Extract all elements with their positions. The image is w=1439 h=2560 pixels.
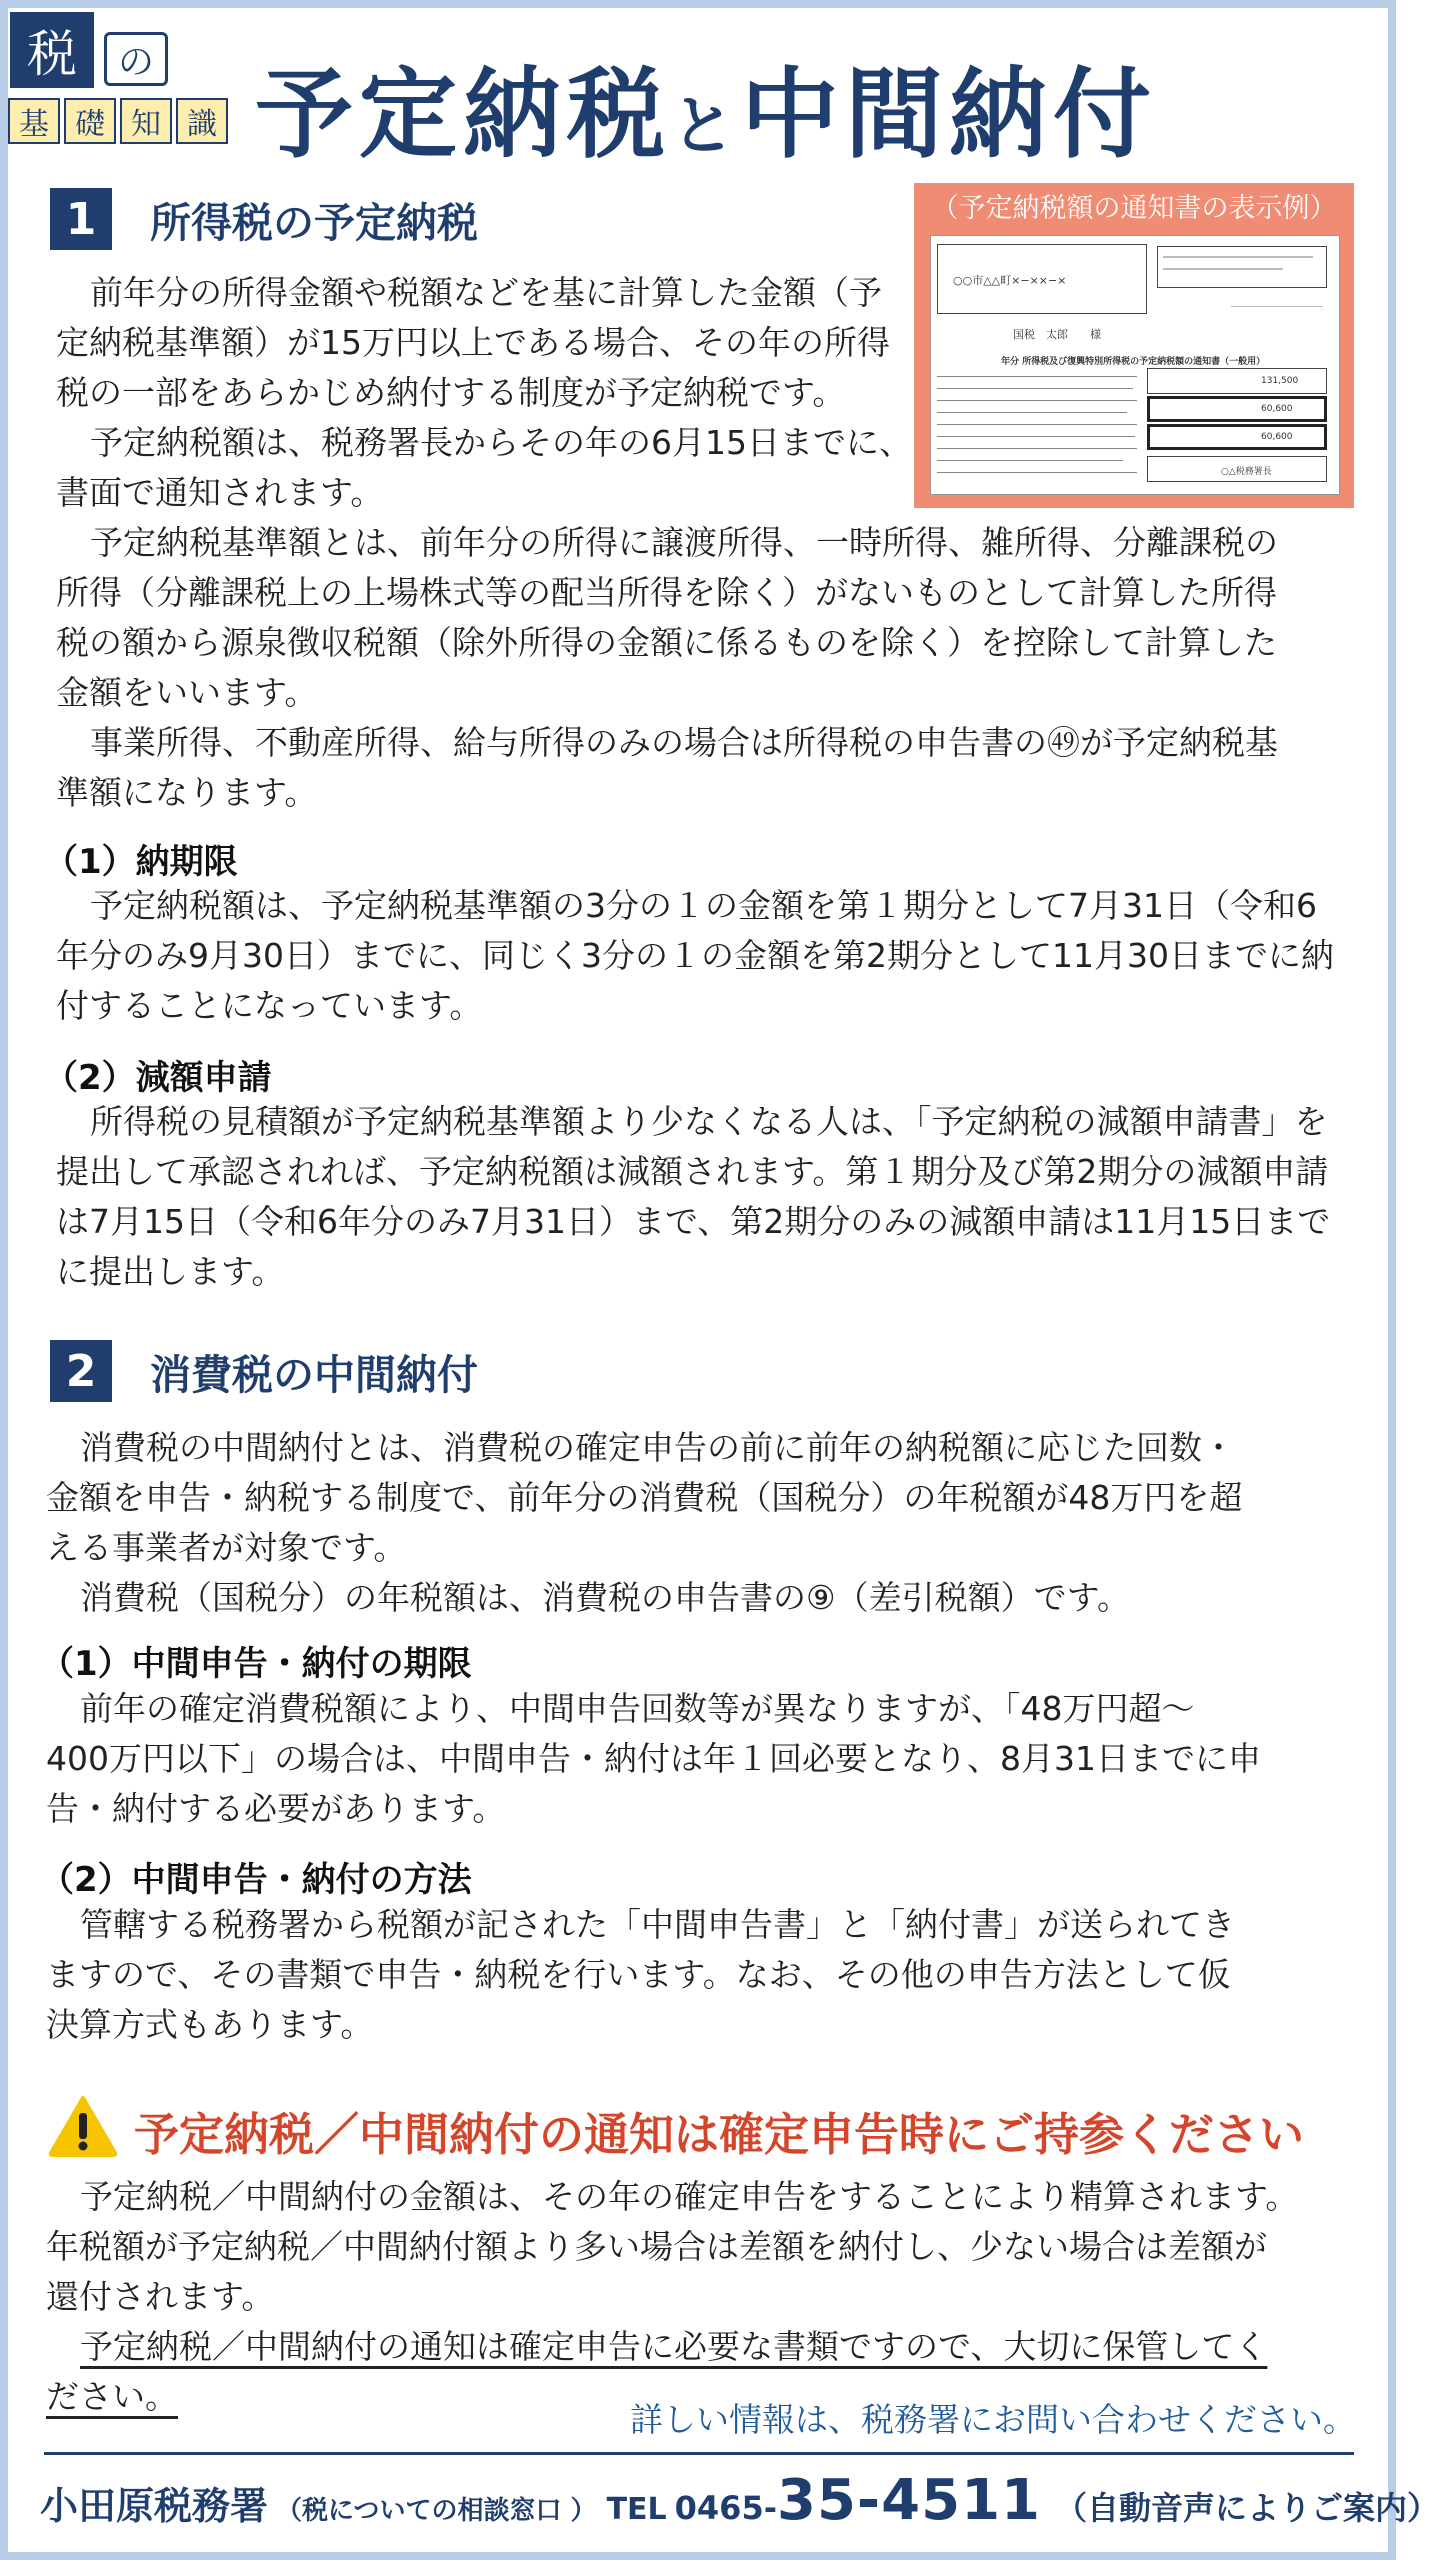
text-line: は7月15日（令和6年分のみ7月31日）まで、第2期分のみの減額申請は11月15日まで: [56, 1202, 1331, 1241]
text-line: 準額になります。: [56, 773, 318, 812]
text-line: 金額をいいます。: [56, 673, 318, 712]
text-line: [937, 448, 1137, 449]
interim-method-text: [46, 1900, 1366, 2050]
notice-sample-image: [914, 183, 1354, 508]
text-line: 予定納税額は、税務署長からその年の6月15日までに、: [90, 423, 912, 462]
text-line: [937, 400, 1137, 401]
notice-caption: （予定納税額の通知書の表示例）: [931, 193, 1337, 224]
amount-total: 131,500: [1261, 376, 1299, 386]
text-line: 定納税基準額）が15万円以上である場合、その年の所得: [56, 323, 890, 362]
notice-doc-title: 年分 所得税及び復興特別所得税の予定納税額の通知書（一般用）: [1001, 357, 1266, 367]
text-line: 提出して承認されれば、予定納税額は減額されます。第１期分及び第2期分の減額申請: [56, 1152, 1329, 1191]
text-line: 前年分の所得金額や税額などを基に計算した金額（予: [90, 273, 882, 312]
title-part1: 予定納税: [255, 58, 672, 172]
section1-heading: [50, 188, 478, 250]
date-line: [1231, 306, 1323, 307]
text-line: える事業者が対象です。: [46, 1528, 407, 1567]
tel-number: 35-4511: [776, 2468, 1042, 2533]
text-line: に提出します。: [56, 1252, 285, 1291]
text-line: 金額を申告・納税する制度で、前年分の消費税（国税分）の年税額が48万円を超: [46, 1478, 1243, 1517]
logo-kanji-tax: 税: [10, 12, 94, 88]
amount-row-total: [1147, 368, 1327, 394]
text-line: [937, 388, 1133, 389]
text-line: 所得税の見積額が予定納税基準額より少なくなる人は、「予定納税の減額申請書」を: [90, 1102, 1328, 1141]
notice-memo-box: [1157, 246, 1327, 288]
reduction-text: [56, 1097, 1366, 1297]
text-line: ますので、その書類で申告・納税を行います。なお、その他の申告方法として仮: [46, 1955, 1231, 1994]
subheading-reduction: （2）減額申請: [44, 1058, 272, 1098]
page-title: [255, 36, 1157, 177]
warning-text: [46, 2172, 1376, 2422]
underlined-line: 予定納税／中間納付の通知は確定申告に必要な書類ですので、大切に保管してく: [80, 2327, 1268, 2366]
text-line: 年税額が予定納税／中間納付額より多い場合は差額を納付し、少ない場合は差額が: [46, 2227, 1267, 2266]
logo-kanji-no: の: [104, 32, 168, 86]
text-line: 税の一部をあらかじめ納付する制度が予定納税です。: [56, 373, 846, 412]
interim-deadline-text: [46, 1684, 1366, 1834]
subheading-interim-method: （2）中間申告・納付の方法: [40, 1860, 472, 1900]
section-number: 1: [50, 188, 112, 250]
text-line: 予定納税／中間納付の金額は、その年の確定申告をすることにより精算されます。: [80, 2177, 1299, 2216]
section-title: 所得税の予定納税: [150, 198, 478, 247]
footer-contact: [40, 2468, 1439, 2533]
subheading-interim-deadline: （1）中間申告・納付の期限: [40, 1644, 472, 1684]
subheading-due-date: （1）納期限: [44, 842, 238, 882]
due-date-text: [56, 881, 1366, 1031]
text-line: 消費税の中間納付とは、消費税の確定申告の前に前年の納税額に応じた回数・: [80, 1428, 1235, 1467]
text-line: 所得（分離課税上の上場株式等の配当所得を除く）がないものとして計算した所得: [56, 573, 1277, 612]
text-line: 予定納税額は、予定納税基準額の3分の１の金額を第１期分として7月31日（令和6: [90, 886, 1317, 925]
notice-address: ○○市△△町×−××−×: [953, 274, 1067, 287]
amount-row-1: [1147, 396, 1327, 422]
notice-document: [930, 235, 1340, 495]
text-line: 消費税（国税分）の年税額は、消費税の申告書の⑨（差引税額）です。: [80, 1578, 1130, 1617]
section-title: 消費税の中間納付: [150, 1350, 478, 1399]
underlined-line: ださい。: [46, 2377, 178, 2416]
logo-kanji: 礎: [64, 98, 116, 144]
text-line: 決算方式もあります。: [46, 2005, 374, 2044]
title-part2: 中間納付: [741, 58, 1158, 172]
text-line: 税の額から源泉徴収税額（除外所得の金額に係るものを除く）を控除して計算した: [56, 623, 1277, 662]
tel-prefix: 0465-: [674, 2489, 777, 2527]
logo-kanji: 基: [8, 98, 60, 144]
text-line: [937, 436, 1135, 437]
text-line: 前年の確定消費税額により、中間申告回数等が異なりますが、「48万円超〜: [80, 1689, 1195, 1728]
amount-row-2: [1147, 424, 1327, 450]
amount-2: 60,600: [1261, 432, 1293, 442]
tax-office-name: 小田原税務署: [40, 2484, 269, 2528]
logo-kanji: 識: [176, 98, 228, 144]
text-line: [937, 460, 1123, 461]
consultation-desk: （税についての相談窓口 ）: [276, 2496, 597, 2526]
text-line: 告・納付する必要があります。: [46, 1789, 506, 1828]
auto-voice-note: （自動音声によりご案内）: [1055, 2489, 1439, 2527]
text-line: 還付されます。: [46, 2277, 275, 2316]
text-line: [937, 424, 1137, 425]
logo-kanji: 知: [120, 98, 172, 144]
section2-heading: [50, 1340, 478, 1402]
section2-intro: [46, 1423, 1366, 1623]
text-line: 管轄する税務署から税額が記された「中間申告書」と「納付書」が送られてき: [80, 1905, 1235, 1944]
text-line: [937, 412, 1127, 413]
text-line: 書面で通知されます。: [56, 473, 384, 512]
section-number: 2: [50, 1340, 112, 1402]
text-line: 400万円以下」の場合は、中間申告・納付は年１回必要となり、8月31日までに申: [46, 1739, 1261, 1778]
logo: [8, 10, 230, 140]
notice-name: 国税 太郎 様: [1013, 328, 1101, 341]
memo-line: [1163, 268, 1283, 270]
text-line: [937, 376, 1137, 377]
section1-intro: [56, 268, 916, 518]
notice-office: ○△税務署長: [1221, 467, 1272, 477]
footer-divider: [44, 2452, 1354, 2455]
text-line: [937, 472, 1137, 473]
info-text: 詳しい情報は、税務署にお問い合わせください。: [630, 2400, 1356, 2439]
tel-label: TEL: [606, 2492, 667, 2527]
logo-kanji-row: [8, 98, 228, 144]
text-line: 予定納税基準額とは、前年分の所得に譲渡所得、一時所得、雑所得、分離課税の: [90, 523, 1278, 562]
text-line: 付することになっています。: [56, 986, 483, 1025]
section1-body: [56, 518, 1366, 818]
text-line: 事業所得、不動産所得、給与所得のみの場合は所得税の申告書の㊾が予定納税基: [90, 723, 1278, 762]
memo-line: [1163, 256, 1313, 258]
amount-1: 60,600: [1261, 404, 1293, 414]
warning-title: 予定納税／中間納付の通知は確定申告時にご持参ください: [134, 2108, 1305, 2161]
title-connector: と: [671, 90, 742, 164]
text-line: 年分のみ9月30日）までに、同じく3分の１の金額を第2期分として11月30日までに納: [56, 936, 1334, 975]
warning-icon: [48, 2095, 118, 2157]
